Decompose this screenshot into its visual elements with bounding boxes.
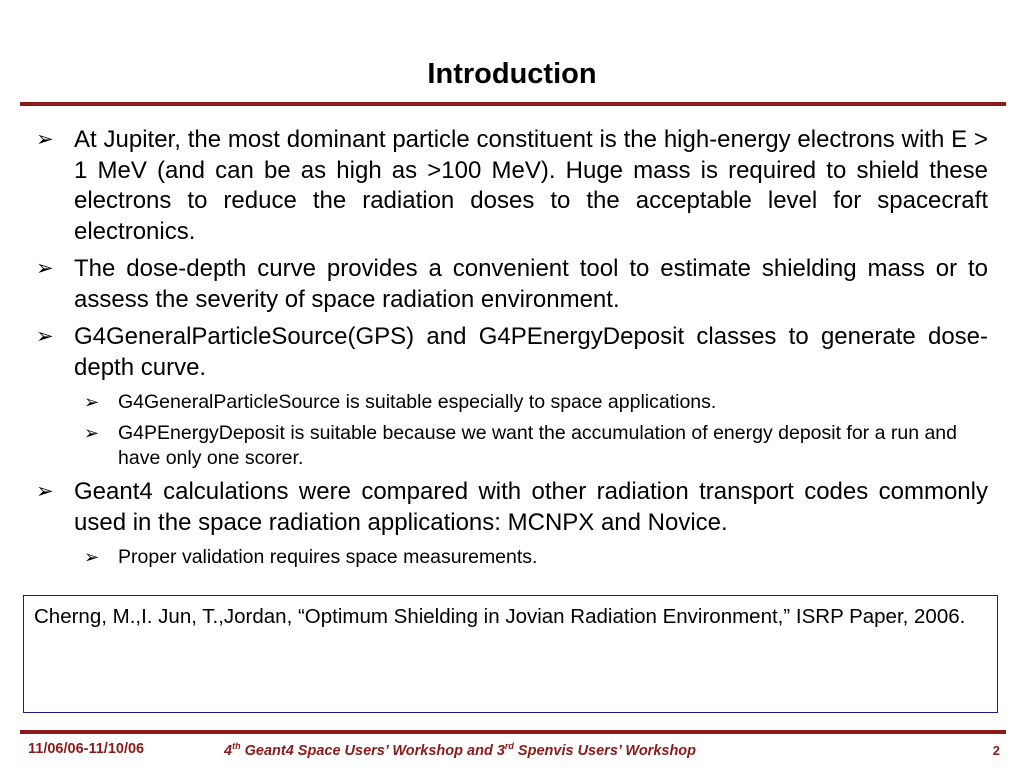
footer-workshop-title (224, 741, 696, 759)
sub-bullet-text: Proper validation requires space measurements. (118, 546, 538, 568)
bullet-text: Geant4 calculations were compared with other radiation transport codes commonly used in the space radiation applications: MCNPX and Novice. (74, 478, 988, 536)
arrow-bullet-icon: ➢ (84, 423, 100, 443)
reference-box: Cherng, M.,I. Jun, T.,Jordan, “Optimum Shielding in Jovian Radiation Environment,” ISRP Paper, 2006. (23, 595, 998, 713)
bullet-text: At Jupiter, the most dominant particle constituent is the high-energy electrons with E > 1 MeV (and can be as high as >100 MeV). Huge mass is required to shield these electrons to reduce the radiation doses to the acceptable level for spacecraft electronics. (74, 126, 988, 245)
sub-bullet-item (84, 421, 988, 471)
arrow-bullet-icon: ➢ (84, 547, 100, 567)
arrow-bullet-icon: ➢ (36, 128, 54, 151)
footer-superscript: th (232, 741, 241, 751)
sub-bullet-text: G4PEnergyDeposit is suitable because we want the accumulation of energy deposit for a run and have only one scorer. (118, 422, 957, 469)
sub-bullet-item (84, 390, 988, 415)
footer-divider (20, 730, 1006, 734)
footer-superscript: rd (504, 741, 514, 751)
footer-text-part: Geant4 Space Users’ Workshop and 3 (240, 742, 505, 759)
sub-bullet-text: G4GeneralParticleSource is suitable especially to space applications. (118, 391, 717, 413)
arrow-bullet-icon: ➢ (84, 392, 100, 412)
bullet-item (34, 477, 988, 538)
footer-text-part: 4 (224, 742, 233, 759)
arrow-bullet-icon: ➢ (36, 480, 54, 503)
sub-bullet-item (84, 545, 988, 570)
page-number: 2 (992, 743, 1000, 758)
arrow-bullet-icon: ➢ (36, 325, 54, 348)
arrow-bullet-icon: ➢ (36, 257, 54, 280)
footer-dates: 11/06/06-11/10/06 (28, 741, 145, 757)
bullet-text: G4GeneralParticleSource(GPS) and G4PEnergyDeposit classes to generate dose-depth curve. (74, 323, 988, 381)
bullet-item (34, 125, 988, 247)
bullet-list (34, 125, 988, 576)
footer-text-part: Spenvis Users’ Workshop (513, 742, 697, 759)
bullet-item (34, 322, 988, 383)
slide-title: Introduction (427, 58, 597, 90)
title-divider (20, 102, 1006, 106)
bullet-item (34, 254, 988, 315)
bullet-text: The dose-depth curve provides a convenient tool to estimate shielding mass or to assess the severity of space radiation environment. (74, 255, 988, 313)
